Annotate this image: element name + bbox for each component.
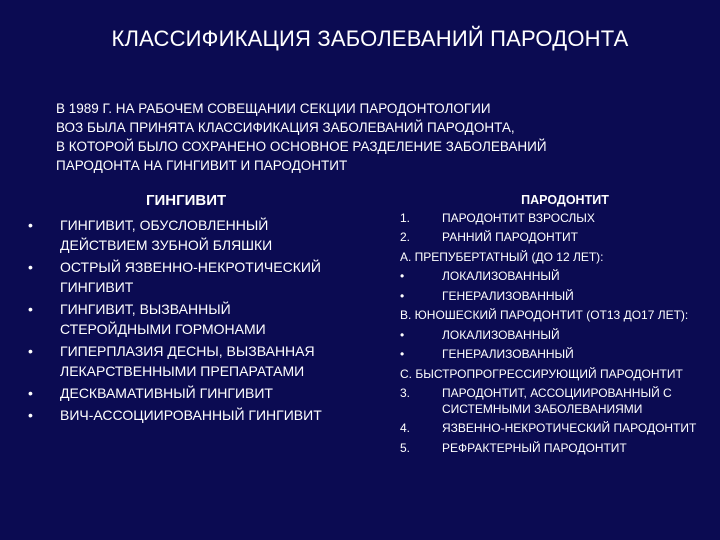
list-marker: 1. (400, 210, 411, 225)
list-item-text: ЛОКАЛИЗОВАННЫЙ (442, 327, 560, 342)
bullet-icon: • (400, 327, 405, 342)
bullet-icon: • (28, 259, 33, 275)
list-item (400, 347, 700, 363)
list-item (400, 230, 700, 246)
list-item (400, 269, 700, 285)
list-item (28, 405, 328, 425)
list-item (400, 308, 700, 324)
list-item-text: ГЕНЕРАЛИЗОВАННЫЙ (442, 288, 574, 303)
periodontitis-column (400, 193, 700, 460)
list-item-text: А. ПРЕПУБЕРТАТНЫЙ (ДО 12 ЛЕТ): (400, 249, 604, 264)
list-marker: 2. (400, 230, 411, 244)
intro-line: ВОЗ БЫЛА ПРИНЯТА КЛАССИФИКАЦИЯ ЗАБОЛЕВАНИЙ ПАРОДОНТА, (56, 120, 515, 135)
intro-line: В 1989 Г. НА РАБОЧЕМ СОВЕЩАНИИ СЕКЦИИ ПАРОДОНТОЛОГИИ (56, 101, 491, 116)
intro-line: ПАРОДОНТА НА ГИНГИВИТ И ПАРОДОНТИТ (56, 158, 348, 173)
list-item (400, 289, 700, 305)
bullet-icon: • (400, 269, 405, 283)
list-item-text: ГИНГИВИТ, ВЫЗВАННЫЙ СТЕРОЙДНЫМИ ГОРМОНАМИ (60, 301, 266, 337)
bullet-icon: • (400, 288, 405, 303)
list-marker: 4. (400, 421, 411, 435)
bullet-icon: • (28, 407, 33, 423)
list-item (28, 383, 328, 403)
list-item-text: ГИПЕРПЛАЗИЯ ДЕСНЫ, ВЫЗВАННАЯ ЛЕКАРСТВЕННЫМИ ПРЕПАРАТАМИ (60, 343, 315, 379)
list-item (28, 257, 328, 297)
bullet-icon: • (28, 217, 33, 233)
list-item-text: РЕФРАКТЕРНЫЙ ПАРОДОНТИТ (442, 440, 627, 455)
bullet-icon: • (28, 343, 33, 359)
list-item-text: ПАРОДОНТИТ, АССОЦИИРОВАННЫЙ С СИСТЕМНЫМИ ЗАБОЛЕВАНИЯМИ (442, 386, 672, 416)
intro-paragraph (56, 99, 656, 175)
list-marker: 3. (400, 386, 411, 400)
list-marker: 5. (400, 440, 411, 455)
list-item (400, 367, 700, 383)
page-title: КЛАССИФИКАЦИЯ ЗАБОЛЕВАНИЙ ПАРОДОНТА (111, 26, 629, 51)
list-item-text: ДЕСКВАМАТИВНЫЙ ГИНГИВИТ (60, 385, 273, 401)
list-item (400, 328, 700, 344)
gingivitis-column (28, 192, 328, 427)
list-item-text: ОСТРЫЙ ЯЗВЕННО-НЕКРОТИЧЕСКИЙ ГИНГИВИТ (60, 259, 321, 295)
list-item-text: ВИЧ-АССОЦИИРОВАННЫЙ ГИНГИВИТ (60, 407, 322, 423)
list-item (400, 250, 700, 266)
list-item-text: В. ЮНОШЕСКИЙ ПАРОДОНТИТ (ОТ13 ДО17 ЛЕТ): (400, 308, 689, 322)
list-item (28, 215, 328, 255)
list-item (28, 299, 328, 339)
list-item-text: ПАРОДОНТИТ ВЗРОСЛЫХ (442, 210, 595, 225)
list-item-text: С. БЫСТРОПРОГРЕССИРУЮЩИЙ ПАРОДОНТИТ (400, 366, 683, 381)
list-item (400, 421, 700, 437)
intro-line: В КОТОРОЙ БЫЛО СОХРАНЕНО ОСНОВНОЕ РАЗДЕЛЕНИЕ ЗАБОЛЕВАНИЙ (56, 139, 547, 154)
list-item (28, 341, 328, 381)
bullet-icon: • (28, 301, 33, 317)
gingivitis-list (28, 215, 328, 425)
list-item (400, 211, 700, 227)
list-item (400, 441, 700, 457)
list-item-text: ЯЗВЕННО-НЕКРОТИЧЕСКИЙ ПАРОДОНТИТ (442, 421, 697, 435)
gingivitis-heading: ГИНГИВИТ (146, 192, 227, 209)
list-item-text: ЛОКАЛИЗОВАННЫЙ (442, 269, 560, 283)
list-item (400, 386, 700, 417)
bullet-icon: • (400, 347, 405, 361)
bullet-icon: • (28, 385, 33, 401)
list-item-text: ГИНГИВИТ, ОБУСЛОВЛЕННЫЙ ДЕЙСТВИЕМ ЗУБНОЙ БЛЯШКИ (60, 217, 273, 253)
periodontitis-heading: ПАРОДОНТИТ (521, 193, 609, 207)
list-item-text: РАННИЙ ПАРОДОНТИТ (442, 230, 578, 244)
list-item-text: ГЕНЕРАЛИЗОВАННЫЙ (442, 347, 574, 361)
